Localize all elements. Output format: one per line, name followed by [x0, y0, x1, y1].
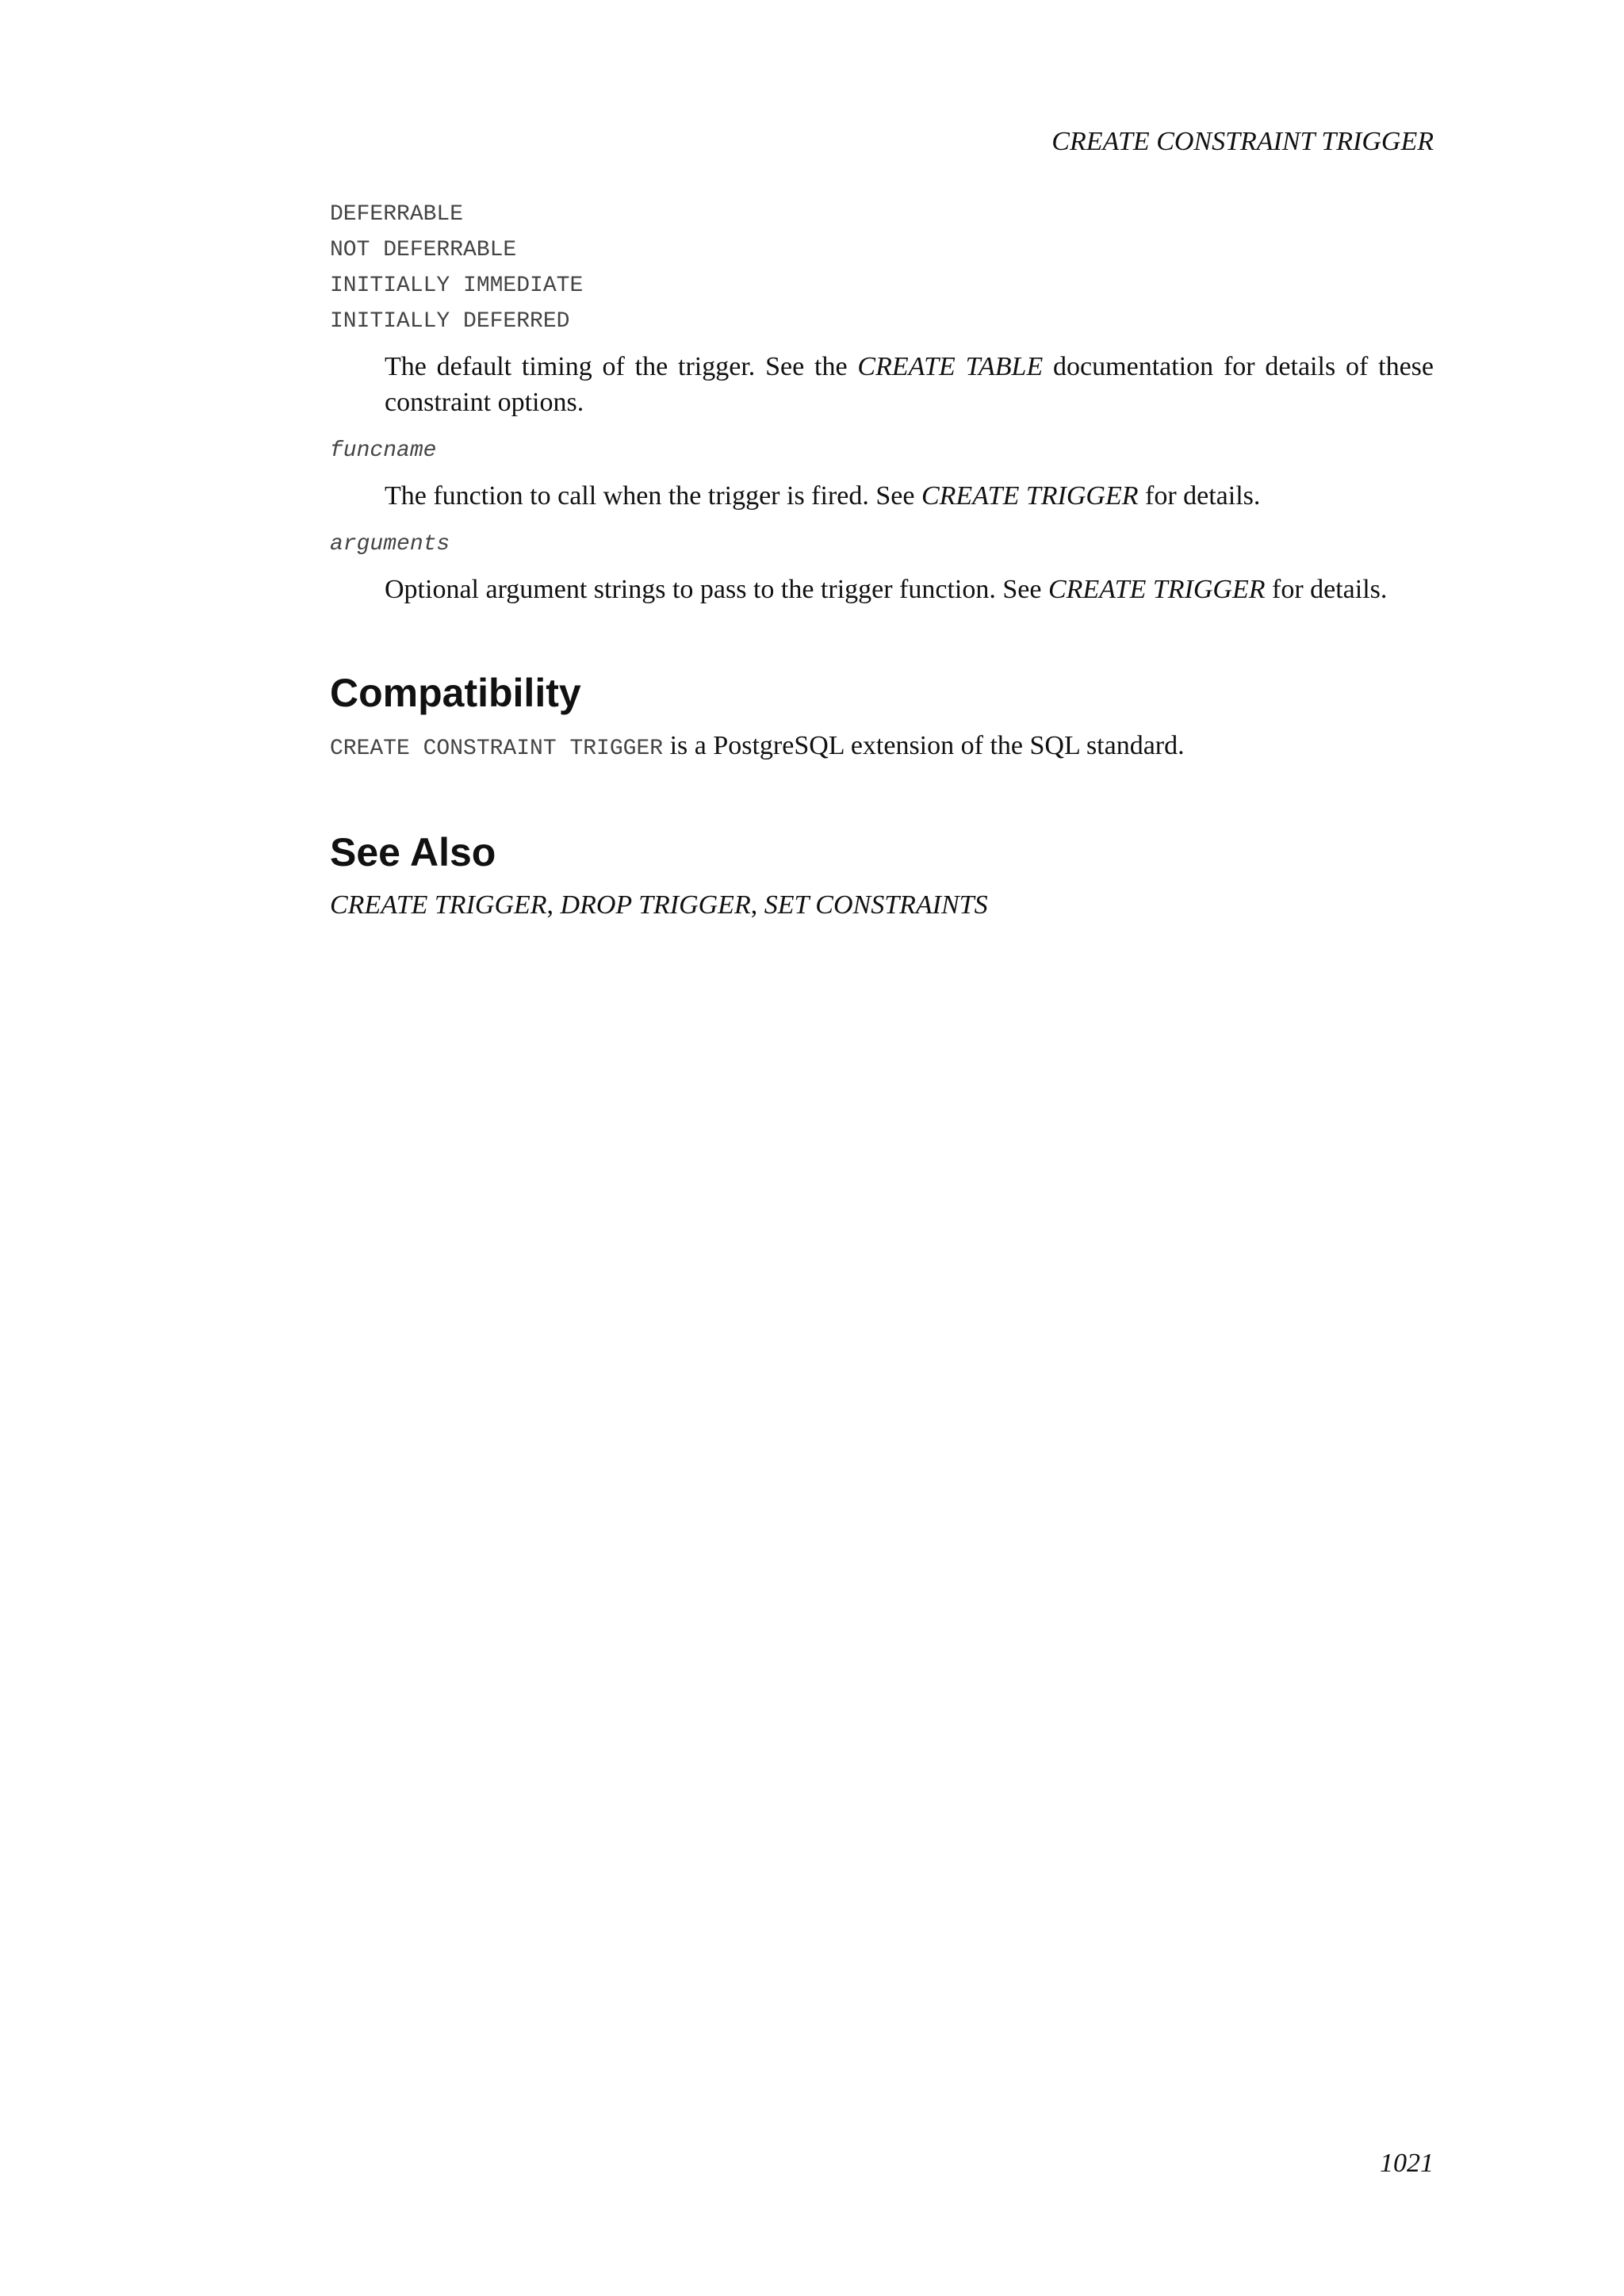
term-funcname: funcname	[330, 438, 437, 463]
see-also-create-trigger[interactable]: CREATE TRIGGER	[330, 890, 547, 920]
funcname-desc-after: for details.	[1138, 481, 1261, 511]
see-also-heading: See Also	[330, 830, 496, 874]
create-table-link[interactable]: CREATE TABLE	[857, 352, 1044, 381]
funcname-desc-before: The function to call when the trigger is fired. See	[385, 481, 921, 511]
term-not-deferrable: NOT DEFERRABLE	[330, 238, 517, 262]
arguments-description	[385, 572, 1434, 607]
timing-description	[385, 349, 1434, 420]
term-arguments: arguments	[330, 532, 450, 557]
timing-terms	[330, 197, 1434, 339]
create-trigger-link-2[interactable]: CREATE TRIGGER	[1048, 575, 1266, 604]
see-also-list	[330, 887, 1434, 923]
compatibility-text: is a PostgreSQL extension of the SQL standard.	[663, 731, 1185, 760]
compatibility-paragraph	[330, 728, 1434, 767]
see-also-separator: ,	[750, 890, 764, 920]
term-initially-immediate: INITIALLY IMMEDIATE	[330, 274, 584, 298]
page-number: 1021	[1380, 2149, 1434, 2178]
arguments-desc-before: Optional argument strings to pass to the trigger function. See	[385, 575, 1048, 604]
timing-desc-before: The default timing of the trigger. See the	[385, 352, 858, 381]
see-also-drop-trigger[interactable]: DROP TRIGGER	[560, 890, 751, 920]
term-initially-deferred: INITIALLY DEFERRED	[330, 309, 570, 334]
compatibility-heading: Compatibility	[330, 671, 581, 715]
page-content	[330, 197, 1434, 923]
funcname-description	[385, 478, 1434, 514]
timing-desc-after: documentation for details of these constraint options.	[385, 352, 1434, 417]
create-trigger-link-1[interactable]: CREATE TRIGGER	[921, 481, 1139, 511]
arguments-desc-after: for details.	[1265, 575, 1388, 604]
running-header: CREATE CONSTRAINT TRIGGER	[1051, 127, 1434, 156]
see-also-set-constraints[interactable]: SET CONSTRAINTS	[764, 890, 988, 920]
see-also-separator: ,	[546, 890, 561, 920]
compatibility-code: CREATE CONSTRAINT TRIGGER	[330, 737, 664, 761]
term-deferrable: DEFERRABLE	[330, 202, 464, 227]
